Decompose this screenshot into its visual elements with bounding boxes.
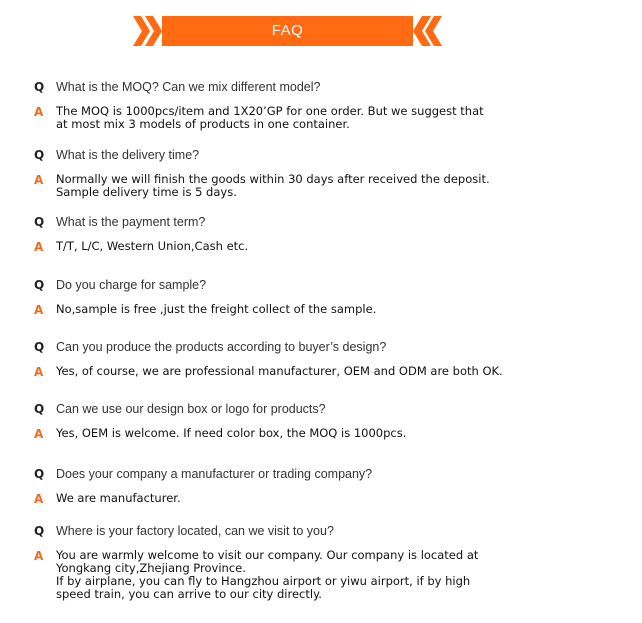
question-row bbox=[34, 340, 594, 354]
answer-marker: A bbox=[34, 303, 44, 317]
question-row bbox=[34, 524, 594, 538]
answer-row bbox=[34, 105, 594, 131]
faq-item bbox=[34, 402, 594, 440]
answer-line: Yongkang city,Zhejiang Province. bbox=[56, 561, 246, 575]
question-text: What is the MOQ? Can we mix different model? bbox=[56, 80, 321, 94]
answer-row bbox=[34, 492, 594, 505]
question-row bbox=[34, 215, 594, 229]
answer-text bbox=[56, 240, 594, 253]
question-marker: Q bbox=[34, 278, 45, 292]
answer-marker: A bbox=[34, 549, 44, 563]
answer-text bbox=[56, 427, 594, 440]
faq-item bbox=[34, 340, 594, 378]
faq-item bbox=[34, 80, 594, 131]
answer-line: Normally we will finish the goods within 30 days after received the deposit. bbox=[56, 172, 490, 186]
question-marker: Q bbox=[34, 148, 45, 162]
page-title: FAQ bbox=[271, 22, 304, 39]
question-marker: Q bbox=[34, 340, 45, 354]
question-text: What is the delivery time? bbox=[56, 148, 200, 162]
answer-text bbox=[56, 303, 594, 316]
question-marker: Q bbox=[34, 402, 45, 416]
answer-text bbox=[56, 173, 594, 199]
question-row bbox=[34, 278, 594, 292]
question-text: Can you produce the products according to buyer’s design? bbox=[56, 340, 387, 354]
answer-row bbox=[34, 365, 594, 378]
faq-item bbox=[34, 215, 594, 253]
answer-line: You are warmly welcome to visit our company. Our company is located at bbox=[56, 548, 479, 562]
answer-line: If by airplane, you can fly to Hangzhou airport or yiwu airport, if by high bbox=[56, 574, 471, 588]
faq-item bbox=[34, 524, 594, 601]
question-text: Does your company a manufacturer or trading company? bbox=[56, 467, 373, 481]
answer-text bbox=[56, 549, 594, 601]
answer-row bbox=[34, 173, 594, 199]
question-text: Do you charge for sample? bbox=[56, 278, 207, 292]
answer-line: Sample delivery time is 5 days. bbox=[56, 185, 237, 199]
question-marker: Q bbox=[34, 467, 45, 481]
question-row bbox=[34, 467, 594, 481]
answer-marker: A bbox=[34, 240, 44, 254]
answer-row bbox=[34, 240, 594, 253]
question-text: Can we use our design box or logo for products? bbox=[56, 402, 326, 416]
faq-item bbox=[34, 148, 594, 199]
answer-text bbox=[56, 105, 594, 131]
question-text: What is the payment term? bbox=[56, 215, 206, 229]
answer-text bbox=[56, 492, 594, 505]
question-row bbox=[34, 80, 594, 94]
answer-line: We are manufacturer. bbox=[56, 491, 181, 505]
answer-line: No,sample is free ,just the freight collect of the sample. bbox=[56, 302, 377, 316]
question-row bbox=[34, 402, 594, 416]
answer-marker: A bbox=[34, 173, 44, 187]
question-marker: Q bbox=[34, 524, 45, 538]
answer-line: at most mix 3 models of products in one container. bbox=[56, 117, 350, 131]
faq-item bbox=[34, 467, 594, 505]
answer-marker: A bbox=[34, 105, 44, 119]
answer-row bbox=[34, 549, 594, 601]
answer-row bbox=[34, 427, 594, 440]
answer-line: Yes, of course, we are professional manufacturer, OEM and ODM are both OK. bbox=[56, 364, 503, 378]
question-text: Where is your factory located, can we visit to you? bbox=[56, 524, 334, 538]
answer-line: T/T, L/C, Western Union,Cash etc. bbox=[56, 239, 249, 253]
answer-row bbox=[34, 303, 594, 316]
faq-banner bbox=[133, 16, 442, 46]
answer-line: The MOQ is 1000pcs/item and 1X20’GP for one order. But we suggest that bbox=[56, 104, 484, 118]
question-marker: Q bbox=[34, 80, 45, 94]
answer-marker: A bbox=[34, 427, 44, 441]
question-marker: Q bbox=[34, 215, 45, 229]
answer-line: Yes, OEM is welcome. If need color box, the MOQ is 1000pcs. bbox=[56, 426, 407, 440]
faq-item bbox=[34, 278, 594, 316]
answer-marker: A bbox=[34, 365, 44, 379]
answer-line: speed train, you can arrive to our city directly. bbox=[56, 587, 322, 601]
answer-text bbox=[56, 365, 594, 378]
answer-marker: A bbox=[34, 492, 44, 506]
question-row bbox=[34, 148, 594, 162]
